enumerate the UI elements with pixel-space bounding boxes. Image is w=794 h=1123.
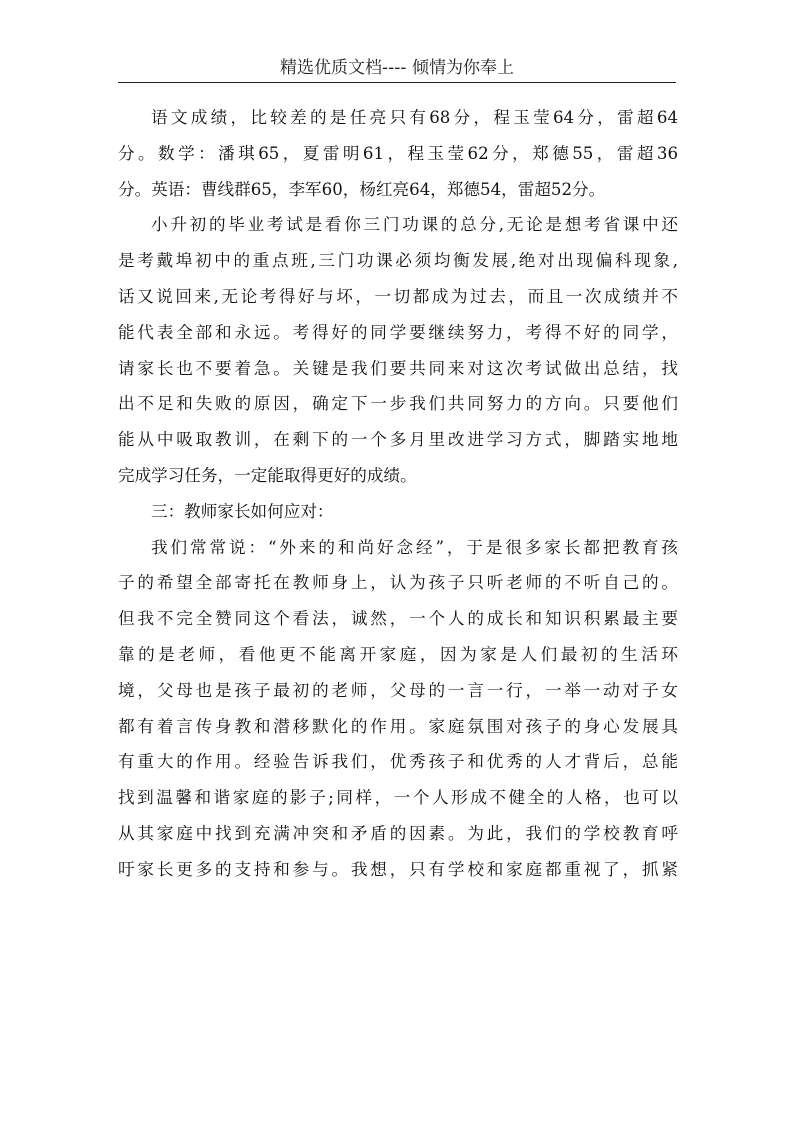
text-line: 但我不完全赞同这个看法，诚然，一个人的成长和知识积累最主要 (118, 609, 678, 629)
text-line: 完成学习任务，一定能取得更好的成绩。 (118, 465, 417, 485)
text-line: 有重大的作用。经验告诉我们，优秀孩子和优秀的人才背后，总能 (118, 752, 678, 772)
page-header (118, 54, 676, 83)
text-line: 能从中吸取教训，在剩下的一个多月里改进学习方式，脚踏实地地 (118, 430, 678, 450)
text-line: 是考戴埠初中的重点班,三门功课必须均衡发展,绝对出现偏科现象, (118, 251, 678, 271)
document-body (118, 100, 678, 888)
text-line: 请家长也不要着急。关键是我们要共同来对这次考试做出总结，找 (118, 358, 678, 378)
text-line: 分。英语：曹线群65，李军60，杨红亮64，郑德54，雷超52分。 (118, 179, 606, 199)
text-line: 话又说回来,无论考得好与坏，一切都成为过去，而且一次成绩并不 (118, 286, 678, 306)
text-line: 出不足和失败的原因，确定下一步我们共同努力的方向。只要他们 (118, 394, 678, 414)
text-line: 吁家长更多的支持和参与。我想，只有学校和家庭都重视了，抓紧 (118, 859, 678, 879)
text-line: 都有着言传身教和潜移默化的作用。家庭氛围对孩子的身心发展具 (118, 716, 678, 736)
section-heading: 三：教师家长如何应对： (151, 501, 334, 521)
text-line: 靠的是老师，看他更不能离开家庭，因为家是人们最初的生活环 (118, 644, 678, 664)
text-line: 语文成绩，比较差的是任亮只有68分，程玉莹64分，雷超64 (151, 108, 678, 127)
header-title: 精选优质文档---- 倾情为你奉上 (280, 58, 514, 78)
text-line: 子的希望全部寄托在教师身上，认为孩子只听老师的不听自己的。 (118, 573, 678, 593)
text-line: 找到温馨和谐家庭的影子;同样，一个人形成不健全的人格，也可以 (118, 788, 678, 808)
text-line: 分。数学：潘琪65，夏雷明61，程玉莹62分，郑德55，雷超36 (118, 143, 678, 163)
text-line: 能代表全部和永远。考得好的同学要继续努力，考得不好的同学， (118, 322, 678, 342)
text-line: 我们常常说：“外来的和尚好念经”，于是很多家长都把教育孩 (151, 537, 678, 557)
text-line: 从其家庭中找到充满冲突和矛盾的因素。为此，我们的学校教育呼 (118, 823, 678, 843)
text-line: 境，父母也是孩子最初的老师，父母的一言一行，一举一动对子女 (118, 680, 678, 700)
text-line: 小升初的毕业考试是看你三门功课的总分,无论是想考省课中还 (151, 215, 678, 235)
